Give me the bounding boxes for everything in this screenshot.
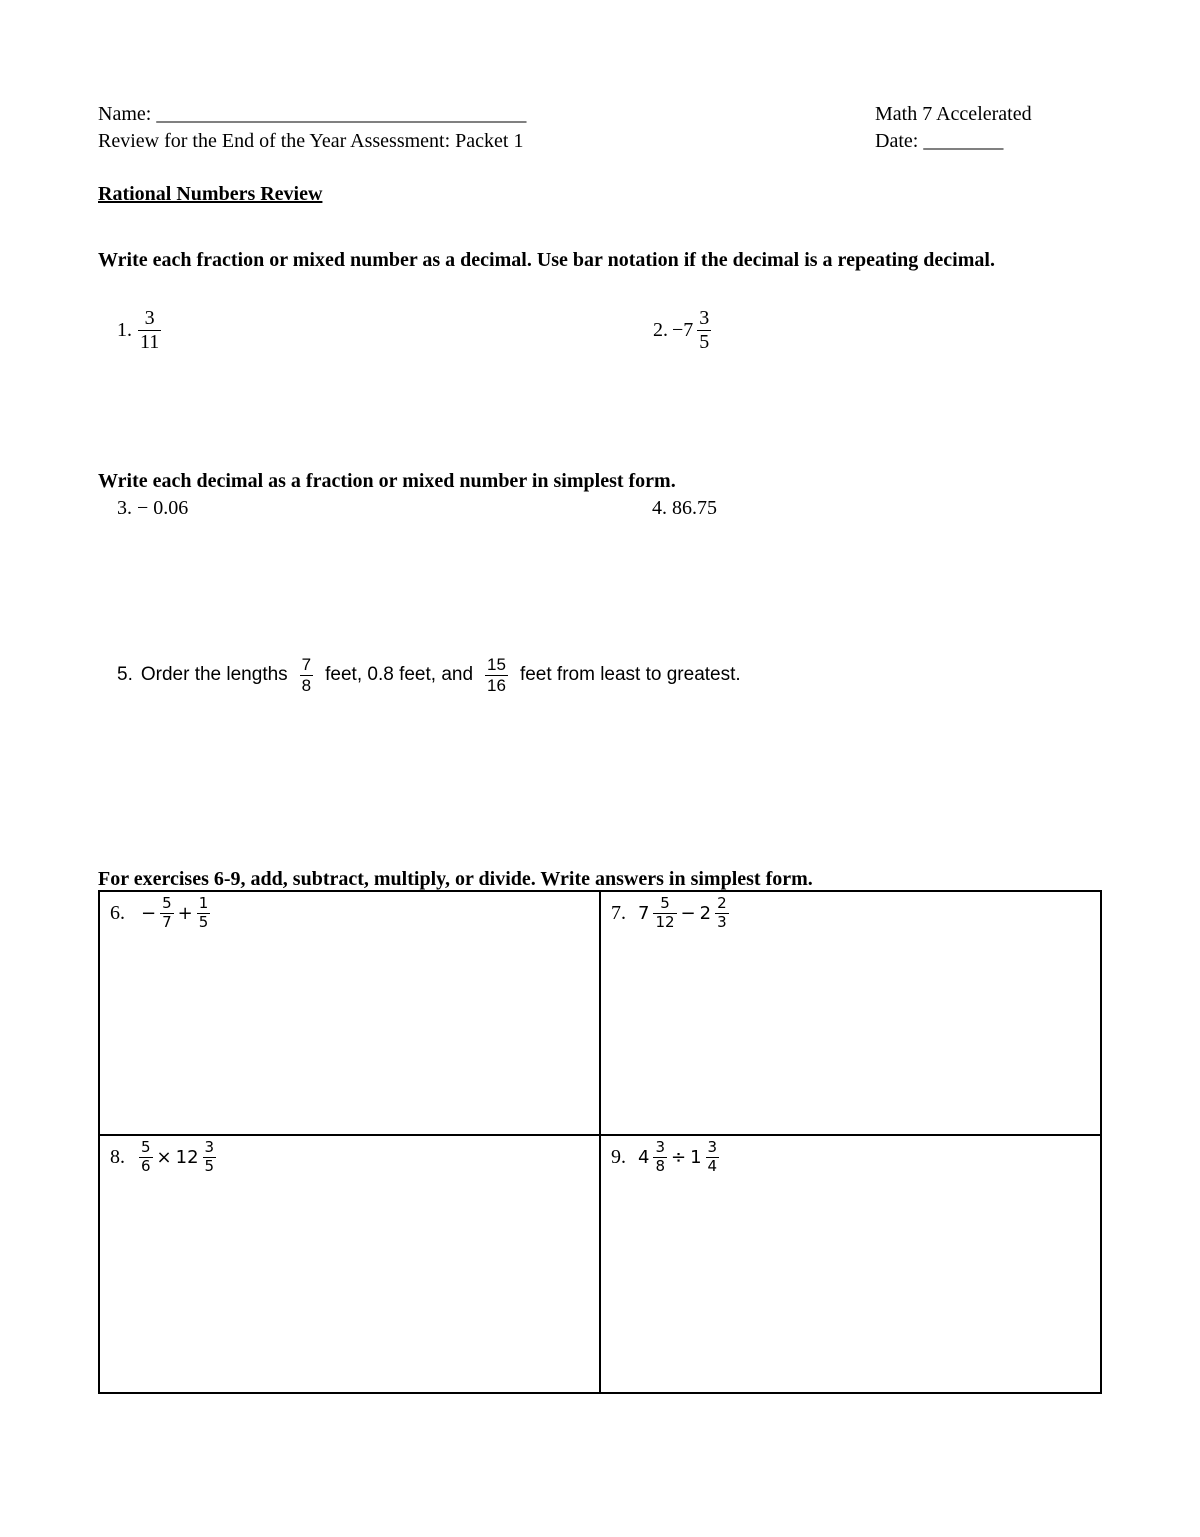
question-6[interactable]	[110, 896, 210, 931]
q6-b-denominator: 5	[198, 912, 209, 931]
q6-b-numerator: 1	[198, 894, 209, 912]
part1-instruction: Write each fraction or mixed number as a decimal. Use bar notation if the decimal is a repeating decimal.	[98, 249, 995, 271]
q7-operator: −	[680, 902, 696, 924]
q5-text-3: feet from least to greatest.	[519, 664, 741, 686]
q7-fraction-b	[715, 896, 729, 931]
q2-fraction	[697, 308, 711, 353]
question-5	[117, 656, 741, 695]
question-8[interactable]	[110, 1140, 216, 1175]
q1-numerator: 3	[144, 307, 155, 329]
q8-label: 8.	[110, 1145, 125, 1168]
q9-b-numerator: 3	[707, 1138, 718, 1156]
q9-fraction-b	[706, 1140, 720, 1175]
q9-fraction-a	[653, 1140, 667, 1175]
q8-b-denominator: 5	[204, 1156, 215, 1175]
q6-sign: −	[141, 902, 157, 924]
q2-numerator: 3	[699, 307, 710, 329]
q8-operator: ×	[156, 1146, 172, 1168]
name-line	[98, 103, 526, 126]
question-2	[653, 308, 711, 353]
q2-label: 2.	[653, 319, 668, 341]
q7-a-numerator: 5	[660, 894, 670, 912]
q7-b-denominator: 3	[717, 912, 727, 931]
q7-b-numerator: 2	[717, 894, 727, 912]
question-1	[117, 308, 161, 353]
q7-a-denominator: 12	[655, 912, 675, 931]
part2-instruction: Write each decimal as a fraction or mixed number in simplest form.	[98, 470, 676, 492]
q1-label: 1.	[117, 319, 132, 341]
question-4: 4. 86.75	[652, 497, 717, 519]
name-blank[interactable]: _____________________________________	[156, 103, 527, 125]
date-line	[875, 130, 1003, 153]
grid-vertical-divider	[599, 890, 601, 1394]
packet-subtitle: Review for the End of the Year Assessment: Packet 1	[98, 130, 524, 152]
q5-text-2: feet, 0.8 feet, and	[325, 664, 474, 686]
question-9[interactable]	[611, 1140, 719, 1175]
part3-instruction: For exercises 6-9, add, subtract, multiply, or divide. Write answers in simplest form.	[98, 868, 813, 890]
question-7[interactable]	[611, 896, 729, 931]
q5-f1-denominator: 8	[301, 675, 312, 695]
q7-fraction-a	[653, 896, 676, 931]
q8-fraction-b	[203, 1140, 217, 1175]
q5-text-1: Order the lengths	[140, 664, 288, 686]
q6-a-numerator: 5	[162, 894, 172, 912]
course-title: Math 7 Accelerated	[875, 103, 1032, 125]
q9-operator: ÷	[671, 1146, 687, 1168]
q8-b-whole: 12	[175, 1146, 199, 1168]
q6-a-denominator: 7	[162, 912, 172, 931]
grid-horizontal-divider	[98, 1134, 1102, 1136]
q9-label: 9.	[611, 1145, 626, 1168]
q7-label: 7.	[611, 901, 626, 924]
q9-b-whole: 1	[690, 1146, 702, 1168]
q5-label: 5.	[117, 664, 133, 686]
q5-f2-denominator: 16	[487, 675, 506, 695]
date-blank[interactable]: ________	[923, 130, 1004, 152]
question-3: 3. − 0.06	[117, 497, 189, 519]
q8-fraction-a	[139, 1140, 153, 1175]
q2-whole: −7	[672, 319, 694, 341]
q5-fraction-1	[300, 656, 313, 695]
q6-operator: +	[177, 902, 193, 924]
q9-b-denominator: 4	[707, 1156, 718, 1175]
section-title: Rational Numbers Review	[98, 183, 323, 205]
q2-denominator: 5	[699, 331, 710, 353]
q5-f2-numerator: 15	[487, 655, 506, 674]
q9-a-whole: 4	[638, 1146, 650, 1168]
q6-fraction-a	[160, 896, 174, 931]
q7-a-whole: 7	[638, 902, 650, 924]
q1-fraction	[138, 308, 161, 353]
q8-a-denominator: 6	[141, 1156, 151, 1175]
q8-a-numerator: 5	[141, 1138, 151, 1156]
q9-a-denominator: 8	[655, 1156, 665, 1175]
date-label: Date:	[875, 130, 919, 152]
q5-f1-numerator: 7	[301, 655, 312, 674]
q8-b-numerator: 3	[204, 1138, 215, 1156]
name-label: Name:	[98, 103, 152, 125]
q1-denominator: 11	[140, 331, 160, 353]
q5-fraction-2	[485, 656, 508, 695]
q9-a-numerator: 3	[655, 1138, 665, 1156]
q7-b-whole: 2	[699, 902, 712, 924]
q6-label: 6.	[110, 901, 125, 924]
q6-fraction-b	[197, 896, 211, 931]
